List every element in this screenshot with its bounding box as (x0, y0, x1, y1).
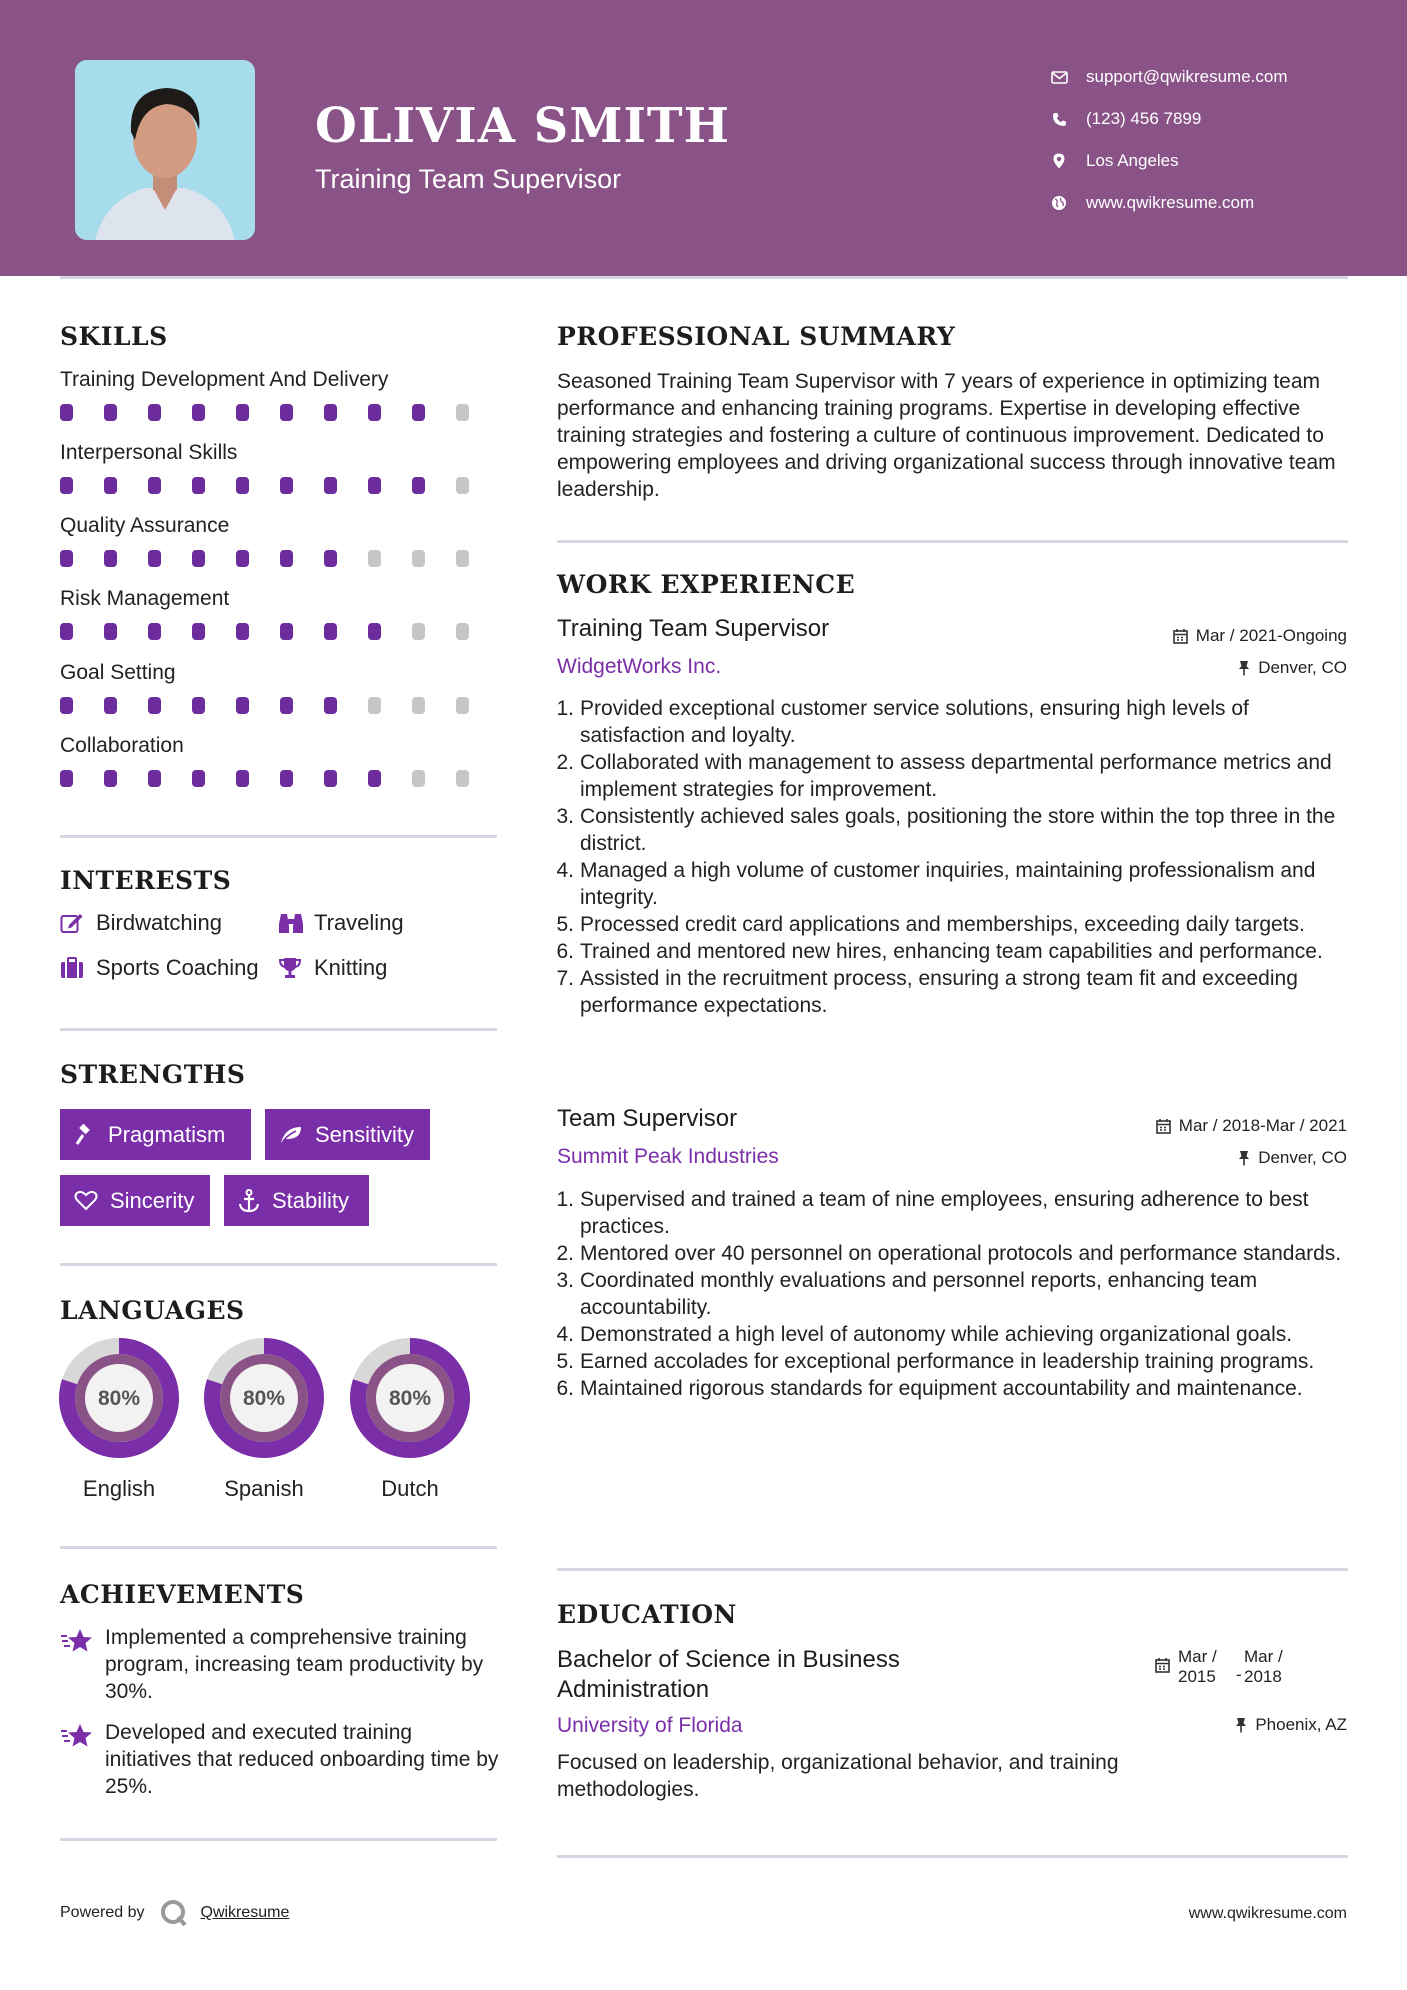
education-location (1235, 1715, 1347, 1735)
responsibility-number: 5. (556, 1350, 574, 1373)
star-icon (60, 1723, 94, 1800)
skill-dot-filled (324, 477, 337, 494)
footer-powered-by (60, 1898, 289, 1928)
skill-dot-filled (148, 697, 161, 714)
skill-dot-empty (456, 623, 469, 640)
skill-dot-empty (456, 770, 469, 787)
skill-label: Interpersonal Skills (60, 441, 238, 464)
achievement-item (60, 1719, 500, 1800)
skills-title: SKILLS (60, 322, 168, 351)
education-date-start: Mar / 2015 (1178, 1647, 1217, 1686)
skill-dot-empty (412, 623, 425, 640)
job-company: WidgetWorks Inc. (557, 655, 722, 678)
degree-line: Bachelor of Science in Business (557, 1646, 900, 1673)
trophy-icon (278, 956, 304, 980)
language-label: Spanish (224, 1476, 304, 1501)
profile-photo (75, 60, 255, 240)
strength-tag-stability (224, 1175, 369, 1226)
skill-label: Quality Assurance (60, 514, 230, 537)
responsibility-number: 5. (556, 913, 574, 936)
skill-rating (60, 623, 500, 640)
skill-dot-empty (412, 550, 425, 567)
contact-list (1050, 56, 1288, 224)
summary-text: Seasoned Training Team Supervisor with 7 years of experience in optimizing team performance and enhancing training programs. Expertise in developing effective training strategies and fostering a culture of continuous improvement. Dedicated to empowering employees and driving organizational success through innovative team leadership. (557, 370, 1336, 501)
interest-item-traveling (278, 910, 404, 936)
education-date (1155, 1647, 1294, 1687)
skill-label: Risk Management (60, 587, 230, 610)
responsibility-item (548, 1267, 1348, 1321)
strengths-title: STRENGTHS (60, 1060, 246, 1089)
job-date-text: Mar / 2021-Ongoing (1195, 626, 1347, 645)
powered-by-label: Powered by (60, 1904, 145, 1921)
language-gauge (349, 1337, 471, 1459)
degree-title (557, 1645, 900, 1705)
skill-dot-filled (412, 404, 425, 421)
responsibility-item (548, 695, 1348, 749)
responsibility-text: Processed credit card applications and memberships, exceeding daily targets. (580, 913, 1305, 936)
skill-rating (60, 697, 500, 714)
skill-dot-filled (368, 623, 381, 640)
strength-tag-pragmatism (60, 1109, 251, 1160)
skill-dot-filled (236, 550, 249, 567)
responsibility-item (548, 803, 1348, 857)
responsibility-number: 6. (556, 1377, 574, 1400)
candidate-name: OLIVIA SMITH (315, 98, 730, 154)
qwikresume-link[interactable]: Qwikresume (200, 1904, 290, 1921)
skill-rating (60, 477, 500, 494)
education-description: Focused on leadership, organizational behavior, and training methodologies. (557, 1751, 1119, 1801)
skill-dot-filled (60, 770, 73, 787)
contact-email[interactable] (1050, 56, 1288, 98)
responsibility-text: Provided exceptional customer service solutions, ensuring high levels of satisfaction and loyalty. (580, 697, 1249, 747)
job-location (1238, 1148, 1347, 1168)
skill-dot-filled (192, 770, 205, 787)
pushpin-icon (1235, 1717, 1247, 1733)
responsibility-number: 1. (556, 1188, 574, 1211)
responsibility-number: 7. (556, 967, 574, 990)
skill-dot-filled (148, 770, 161, 787)
achievement-text: Implemented a comprehensive training program, increasing team productivity by 30%. (105, 1626, 484, 1703)
interests-title: INTERESTS (60, 866, 232, 895)
skill-dot-filled (280, 697, 293, 714)
skill-item (60, 587, 500, 640)
job-date (1173, 626, 1347, 646)
education-divider (557, 1855, 1348, 1858)
gavel-icon (74, 1124, 96, 1146)
responsibility-text: Trained and mentored new hires, enhancing team capabilities and performance. (580, 940, 1323, 963)
skill-dot-filled (60, 697, 73, 714)
leaf-icon (279, 1125, 303, 1145)
responsibility-text: Assisted in the recruitment process, ensuring a strong team fit and exceeding performance expectations. (580, 967, 1298, 1017)
skill-item (60, 661, 500, 714)
responsibility-number: 3. (556, 1269, 574, 1292)
strength-label: Sensitivity (315, 1121, 415, 1147)
achievements-title: ACHIEVEMENTS (60, 1580, 305, 1609)
skill-item (60, 441, 500, 494)
interests-divider (60, 1028, 497, 1031)
skill-dot-filled (324, 404, 337, 421)
heart-icon (74, 1190, 98, 1211)
responsibility-item (548, 938, 1348, 965)
globe-icon (1050, 194, 1068, 212)
language-percent: 80% (388, 1387, 432, 1410)
star-icon (60, 1628, 94, 1705)
skill-dot-filled (236, 404, 249, 421)
responsibility-number: 2. (556, 751, 574, 774)
skill-dot-filled (104, 477, 117, 494)
skill-dot-filled (192, 404, 205, 421)
interest-label: Sports Coaching (96, 955, 259, 980)
job-location-text: Denver, CO (1258, 1148, 1347, 1167)
skill-dot-empty (456, 404, 469, 421)
qwikresume-logo-icon (159, 1898, 189, 1928)
education-location-text: Phoenix, AZ (1255, 1715, 1347, 1734)
interest-item-knitting (278, 955, 387, 981)
job-title: Team Supervisor (557, 1105, 738, 1132)
degree-line: Administration (557, 1676, 710, 1703)
experience-title: WORK EXPERIENCE (557, 570, 856, 599)
skill-dot-filled (60, 623, 73, 640)
skill-dot-filled (280, 770, 293, 787)
skill-dot-filled (236, 770, 249, 787)
responsibility-number: 2. (556, 1242, 574, 1265)
job-location (1238, 658, 1347, 678)
skill-dot-filled (192, 550, 205, 567)
skill-dot-filled (104, 697, 117, 714)
contact-website[interactable] (1050, 182, 1288, 224)
language-gauge (58, 1337, 180, 1459)
interest-item-birdwatching (60, 910, 222, 936)
skill-rating (60, 550, 500, 567)
skill-dot-filled (192, 697, 205, 714)
strength-label: Sincerity (110, 1187, 195, 1213)
skill-dot-filled (324, 697, 337, 714)
job-title: Training Team Supervisor (557, 615, 830, 642)
education-date-end: Mar / 2018 (1244, 1647, 1283, 1686)
pencil-square-icon (60, 911, 86, 935)
skill-dot-filled (236, 477, 249, 494)
skill-dot-empty (456, 477, 469, 494)
calendar-icon (1173, 628, 1188, 644)
pushpin-icon (1238, 660, 1250, 676)
responsibility-text: Earned accolades for exceptional performance in leadership training programs. (580, 1350, 1315, 1373)
skill-dot-filled (104, 404, 117, 421)
briefcase-icon (60, 956, 86, 980)
responsibility-text: Supervised and trained a team of nine employees, ensuring adherence to best practices. (580, 1188, 1309, 1238)
strength-label: Pragmatism (108, 1121, 226, 1147)
languages-title: LANGUAGES (60, 1296, 245, 1325)
footer-website[interactable]: www.qwikresume.com (1188, 1905, 1347, 1922)
header-divider (60, 276, 1348, 279)
achievements-divider (60, 1838, 497, 1841)
strength-label: Stability (272, 1187, 350, 1213)
skill-dot-filled (192, 623, 205, 640)
responsibility-item (548, 1186, 1348, 1240)
skill-dot-filled (368, 477, 381, 494)
experience-divider (557, 1568, 1348, 1571)
interest-label: Birdwatching (96, 910, 222, 935)
language-percent: 80% (242, 1387, 286, 1410)
school-name: University of Florida (557, 1714, 743, 1737)
responsibility-text: Consistently achieved sales goals, positioning the store within the top three in the district. (580, 805, 1336, 855)
skill-item (60, 734, 500, 787)
job-date (1156, 1116, 1347, 1136)
strength-tag-sincerity (60, 1175, 210, 1226)
contact-location-text: Los Angeles (1086, 151, 1179, 170)
calendar-icon (1156, 1118, 1171, 1134)
anchor-icon (238, 1189, 260, 1213)
pushpin-icon (1238, 1150, 1250, 1166)
responsibility-number: 3. (556, 805, 574, 828)
skill-dot-filled (368, 770, 381, 787)
phone-icon (1050, 110, 1068, 128)
language-item (58, 1337, 180, 1502)
skill-dot-empty (412, 770, 425, 787)
summary-title: PROFESSIONAL SUMMARY (557, 322, 956, 351)
strengths-divider (60, 1263, 497, 1266)
languages-divider (60, 1546, 497, 1549)
envelope-icon (1050, 68, 1068, 86)
skill-dot-filled (368, 404, 381, 421)
job-company: Summit Peak Industries (557, 1145, 779, 1168)
responsibility-item (548, 1240, 1348, 1267)
skill-dot-filled (104, 550, 117, 567)
skill-dot-filled (324, 623, 337, 640)
skill-dot-filled (412, 477, 425, 494)
skill-rating (60, 770, 500, 787)
skill-dot-filled (324, 770, 337, 787)
responsibility-text: Managed a high volume of customer inquiries, maintaining professionalism and integrity. (580, 859, 1316, 909)
contact-location (1050, 140, 1288, 182)
skill-label: Collaboration (60, 734, 184, 757)
responsibility-item (548, 911, 1348, 938)
language-label: English (82, 1476, 156, 1501)
responsibility-number: 6. (556, 940, 574, 963)
skill-dot-filled (236, 697, 249, 714)
skill-dot-filled (148, 404, 161, 421)
job-responsibilities (548, 1186, 1348, 1402)
map-pin-icon (1050, 152, 1068, 170)
skill-dot-filled (280, 477, 293, 494)
responsibility-item (548, 1375, 1348, 1402)
skill-dot-empty (368, 697, 381, 714)
contact-email-text: support@qwikresume.com (1086, 67, 1288, 86)
education-title: EDUCATION (557, 1600, 737, 1629)
achievement-text: Developed and executed training initiatives that reduced onboarding time by 25%. (105, 1721, 499, 1798)
responsibility-number: 1. (556, 697, 574, 720)
skill-dot-empty (456, 697, 469, 714)
responsibility-item (548, 857, 1348, 911)
resume-header (0, 0, 1407, 276)
education-date-separator: - (1236, 1665, 1242, 1684)
responsibility-number: 4. (556, 859, 574, 882)
job-location-text: Denver, CO (1258, 658, 1347, 677)
responsibility-text: Collaborated with management to assess departmental performance metrics and implement strategies for improvement. (580, 751, 1332, 801)
language-item (349, 1337, 471, 1502)
language-gauge (203, 1337, 325, 1459)
skill-dot-empty (456, 550, 469, 567)
profile-photo-illustration (75, 60, 255, 240)
responsibility-item (548, 749, 1348, 803)
contact-website-text: www.qwikresume.com (1086, 193, 1255, 212)
skill-dot-filled (104, 770, 117, 787)
skill-dot-filled (60, 404, 73, 421)
skill-dot-filled (60, 477, 73, 494)
skill-dot-empty (412, 697, 425, 714)
candidate-role: Training Team Supervisor (315, 164, 622, 194)
contact-phone[interactable] (1050, 98, 1288, 140)
skill-dot-filled (60, 550, 73, 567)
contact-phone-text: (123) 456 7899 (1086, 109, 1202, 128)
skill-dot-filled (280, 623, 293, 640)
skill-dot-empty (368, 550, 381, 567)
responsibility-text: Demonstrated a high level of autonomy while achieving organizational goals. (580, 1323, 1293, 1346)
skill-dot-filled (148, 550, 161, 567)
responsibility-item (548, 1321, 1348, 1348)
interest-label: Traveling (314, 910, 404, 935)
skill-dot-filled (148, 623, 161, 640)
responsibility-number: 4. (556, 1323, 574, 1346)
language-item (203, 1337, 325, 1502)
responsibility-item (548, 965, 1348, 1019)
interest-label: Knitting (314, 955, 388, 980)
job-date-text: Mar / 2018-Mar / 2021 (1178, 1116, 1347, 1135)
interest-item-sports-coaching (60, 955, 259, 981)
skill-dot-filled (280, 404, 293, 421)
skill-rating (60, 404, 500, 421)
summary-divider (557, 540, 1348, 543)
language-label: Dutch (381, 1476, 439, 1501)
responsibility-text: Coordinated monthly evaluations and personnel reports, enhancing team accountability. (580, 1269, 1258, 1319)
responsibility-text: Mentored over 40 personnel on operational protocols and performance standards. (580, 1242, 1342, 1265)
skill-label: Training Development And Delivery (60, 368, 389, 391)
skills-divider (60, 835, 497, 838)
job-responsibilities (548, 695, 1348, 1019)
responsibility-text: Maintained rigorous standards for equipment accountability and maintenance. (580, 1377, 1303, 1400)
language-percent: 80% (97, 1387, 141, 1410)
skill-item (60, 368, 500, 421)
responsibility-item (548, 1348, 1348, 1375)
achievement-item (60, 1624, 500, 1705)
skill-dot-filled (104, 623, 117, 640)
skill-item (60, 514, 500, 567)
skill-dot-filled (280, 550, 293, 567)
skill-dot-filled (324, 550, 337, 567)
skill-dot-filled (192, 477, 205, 494)
calendar-icon (1155, 1657, 1170, 1673)
skill-dot-filled (148, 477, 161, 494)
skill-label: Goal Setting (60, 661, 176, 684)
skill-dot-filled (236, 623, 249, 640)
strength-tag-sensitivity (265, 1109, 430, 1160)
binoculars-icon (278, 911, 304, 935)
